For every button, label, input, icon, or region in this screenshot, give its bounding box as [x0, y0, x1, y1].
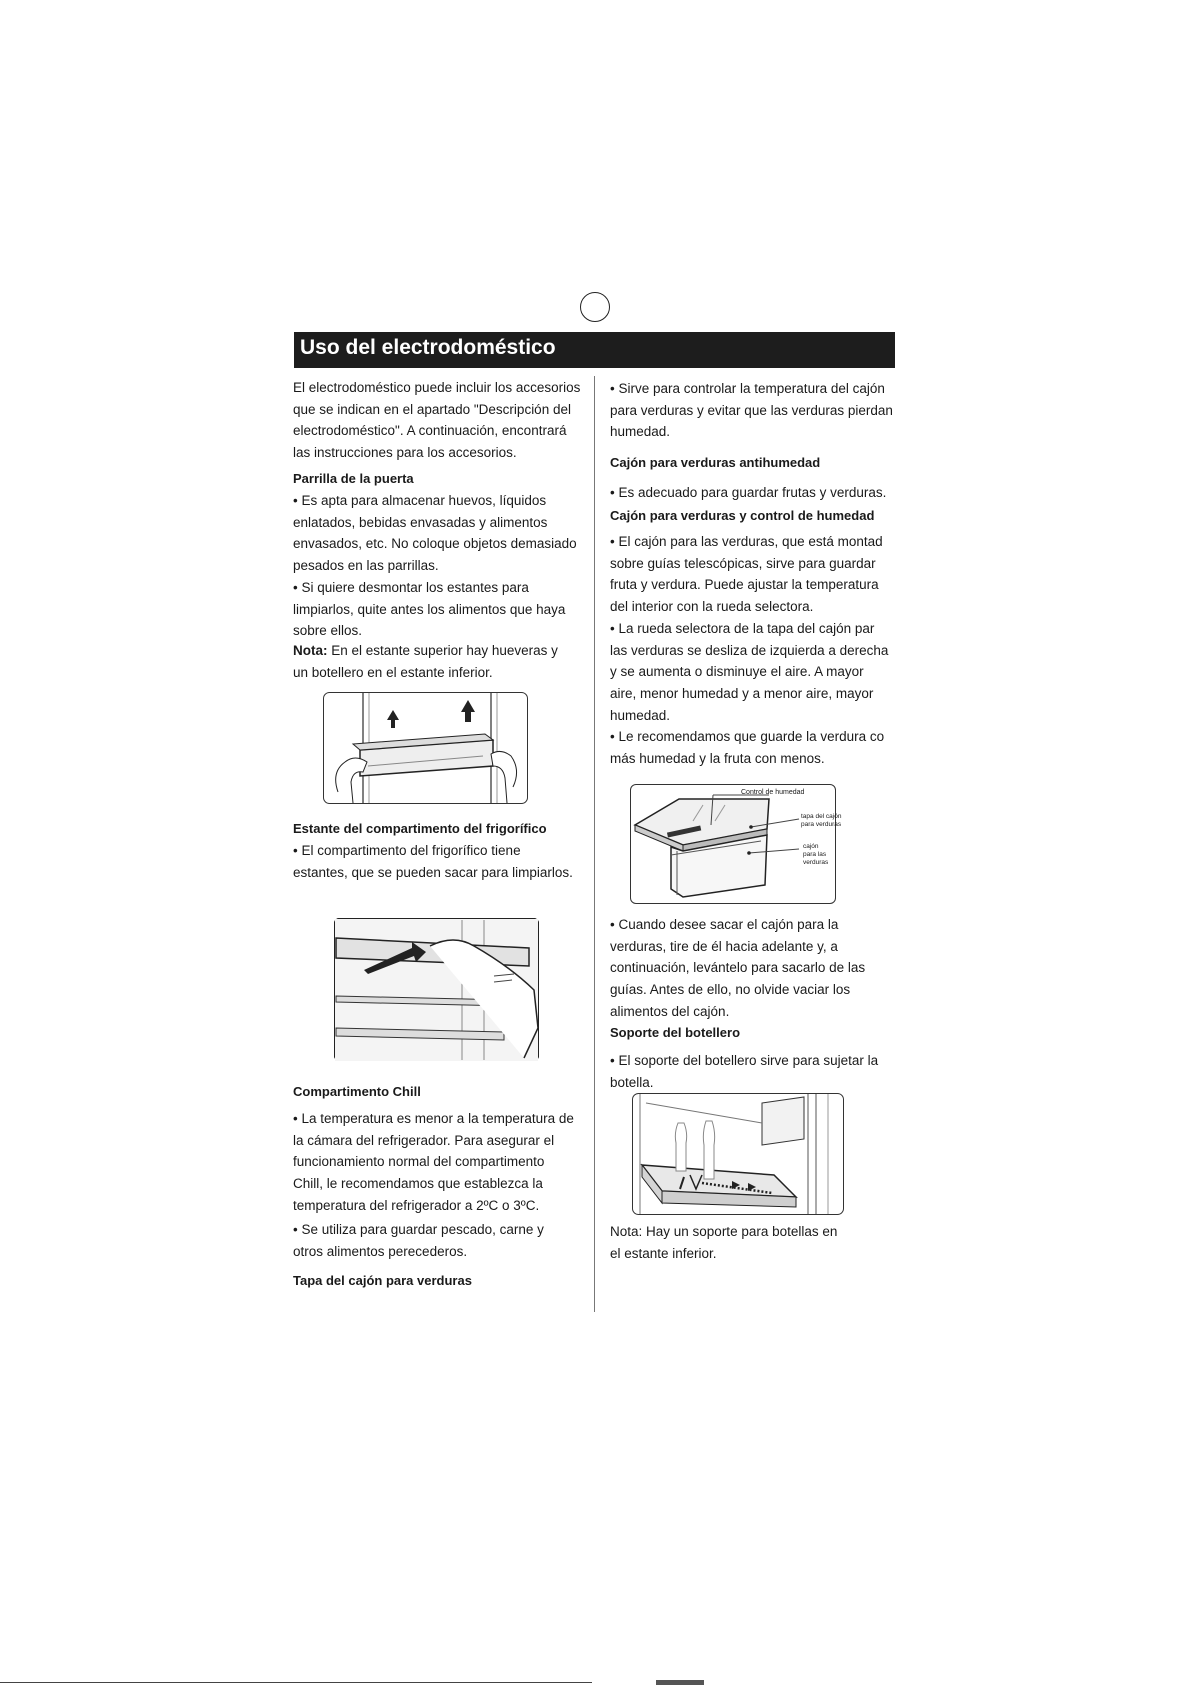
door-rack-paragraph	[293, 490, 577, 642]
bottom-note	[610, 1221, 837, 1264]
fridge-shelf-line: estantes, que se pueden sacar para limpiarlos.	[293, 864, 573, 880]
intro-line: las instrucciones para los accesorios.	[293, 445, 517, 461]
humidity-line: sobre guías telescópicas, sirve para guardar	[610, 555, 876, 571]
chill-line: temperatura del refrigerador a 2ºC o 3ºC.	[293, 1197, 540, 1213]
chill-heading: Compartimento Chill	[293, 1084, 421, 1099]
chill-line: la cámara del refrigerador. Para asegurar el	[293, 1132, 555, 1148]
figure-label-drawer-line: cajón	[803, 843, 819, 850]
figure-label-cover-line: para verduras	[801, 821, 842, 828]
door-rack-line: pesados en las parrillas.	[293, 558, 439, 574]
note-label: Nota:	[293, 643, 328, 658]
bottle-holder-line: • El soporte del botellero sirve para sujetar la	[610, 1053, 879, 1068]
humidity-line: y se aumenta o disminuye el aire. A mayor	[610, 664, 864, 680]
removal-line: alimentos del cajón.	[610, 1003, 730, 1019]
cover-line: humedad.	[610, 424, 671, 440]
humidity-control-heading: Cajón para verduras y control de humedad	[610, 508, 875, 523]
chill-line: • Se utiliza para guardar pescado, carne y	[293, 1222, 544, 1237]
figure-label-drawer	[803, 843, 828, 867]
bottle-holder-line: botella.	[610, 1074, 654, 1090]
humidity-line: • El cajón para las verduras, que está montad	[610, 534, 883, 549]
fridge-shelf-line: • El compartimento del frigorífico tiene	[293, 843, 521, 858]
removal-paragraph	[610, 914, 865, 1023]
door-rack-line: limpiarlos, quite antes los alimentos que haya	[293, 601, 566, 617]
note-text: En el estante superior hay hueveras y	[327, 643, 558, 658]
bottom-note-line: Nota: Hay un soporte para botellas en	[610, 1224, 838, 1239]
bottom-note-line: el estante inferior.	[610, 1245, 717, 1261]
intro-line: El electrodoméstico puede incluir los accesorios	[293, 380, 581, 395]
chill-line: otros alimentos perecederos.	[293, 1243, 468, 1259]
cover-line: • Sirve para controlar la temperatura del cajón	[610, 381, 885, 396]
section-header-bar	[294, 332, 895, 368]
cover-paragraph	[610, 378, 893, 443]
humidity-line: aire, menor humedad y a menor aire, mayor	[610, 685, 874, 701]
door-rack-line: enlatados, bebidas envasadas y alimentos	[293, 514, 548, 530]
figure-label-drawer-line: para las	[803, 851, 827, 858]
fridge-shelf-illustration	[334, 918, 539, 1061]
removal-line: guías. Antes de ello, no olvide vaciar los	[610, 982, 851, 998]
humidity-line: humedad.	[610, 707, 671, 723]
door-rack-illustration	[323, 692, 528, 804]
chill-line: Chill, le recomendamos que establezca la	[293, 1176, 543, 1192]
intro-line: que se indican en el apartado "Descripción del	[293, 401, 571, 417]
bottle-holder-heading: Soporte del botellero	[610, 1025, 741, 1040]
humidity-line: más humedad y la fruta con menos.	[610, 751, 825, 767]
section-title: Uso del electrodoméstico	[300, 336, 556, 359]
door-rack-heading: Parrilla de la puerta	[293, 471, 414, 486]
humidity-control-paragraph	[610, 531, 888, 770]
door-rack-line: • Es apta para almacenar huevos, líquidos	[293, 493, 547, 508]
figure-label-control: Control de humedad	[741, 789, 805, 796]
chill-line: • La temperatura es menor a la temperatura de	[293, 1111, 574, 1126]
chill-paragraph-2	[293, 1219, 544, 1262]
intro-line: electrodoméstico". A continuación, encontrará	[293, 423, 567, 439]
door-rack-line: sobre ellos.	[293, 623, 363, 639]
bottle-holder-paragraph	[610, 1050, 878, 1093]
page-marker-circle	[580, 292, 610, 322]
humidity-line: • La rueda selectora de la tapa del cajón par	[610, 620, 875, 636]
fridge-shelf-paragraph	[293, 840, 573, 883]
figure-label-cover-line: tapa del cajón	[801, 813, 842, 820]
antihumidity-line: • Es adecuado para guardar frutas y verduras.	[610, 485, 887, 500]
door-rack-note-line2: un botellero en el estante inferior.	[293, 665, 493, 680]
chill-line: funcionamiento normal del compartimento	[293, 1154, 545, 1170]
footer-mark	[656, 1680, 704, 1685]
removal-line: continuación, levántelo para sacarlo de las	[610, 960, 866, 976]
removal-line: verduras, tire de él hacia adelante y, a	[610, 938, 838, 954]
footer-rule	[0, 1682, 592, 1683]
door-rack-line: envasados, etc. No coloque objetos demasiado	[293, 536, 577, 552]
fridge-shelf-heading: Estante del compartimento del frigorífico	[293, 821, 547, 836]
column-divider	[594, 376, 595, 1312]
antihumidity-heading: Cajón para verduras antihumedad	[610, 455, 821, 470]
crisper-cover-heading: Tapa del cajón para verduras	[293, 1273, 472, 1288]
door-rack-line: • Si quiere desmontar los estantes para	[293, 579, 529, 595]
bottle-holder-illustration	[632, 1093, 844, 1215]
humidity-line: las verduras se desliza de izquierda a derecha	[610, 642, 889, 658]
humidity-line: • Le recomendamos que guarde la verdura co	[610, 729, 885, 745]
humidity-line: del interior con la rueda selectora.	[610, 599, 814, 615]
humidity-drawer-illustration	[630, 784, 842, 904]
figure-label-cover	[801, 813, 841, 829]
figure-label-drawer-line: verduras	[803, 859, 829, 866]
intro-paragraph	[293, 377, 580, 464]
humidity-line: fruta y verdura. Puede ajustar la temperatura	[610, 577, 879, 593]
door-rack-note	[293, 640, 558, 662]
removal-line: • Cuando desee sacar el cajón para la	[610, 917, 839, 932]
chill-paragraph	[293, 1108, 574, 1217]
cover-line: para verduras y evitar que las verduras pierdan	[610, 402, 893, 418]
